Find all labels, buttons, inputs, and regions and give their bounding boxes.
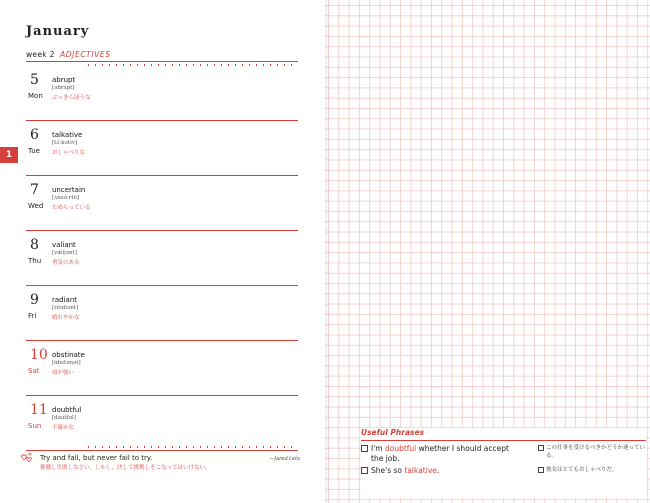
day-weekday: Thu — [28, 257, 42, 265]
day-entry-thu[interactable] — [26, 231, 298, 286]
vocab-meaning: 勇気のある — [52, 260, 80, 266]
day-date: 9 — [30, 292, 39, 308]
day-entry-tue[interactable] — [26, 121, 298, 176]
quote-author: —Jared Leto — [269, 456, 300, 462]
day-entry-sat[interactable] — [26, 341, 298, 396]
quote-text: Try and fail, but never fail to try. — [40, 454, 153, 462]
phrase-post: whether I should accept the job. — [371, 444, 509, 463]
phrase-english — [371, 444, 521, 464]
quote-section — [20, 450, 300, 480]
day-date: 10 — [30, 347, 48, 363]
vocab-pronunciation: [dáutfəl] — [52, 415, 76, 421]
phrase-pre: She's so — [371, 466, 405, 475]
translation-checkbox[interactable] — [538, 445, 544, 451]
vocab-meaning: 不確かな — [52, 425, 75, 431]
vocab-meaning: ためらっている — [52, 205, 91, 211]
vocab-pronunciation: [réidiənt] — [52, 305, 79, 311]
vocab-pronunciation: [vǽljənt] — [52, 250, 78, 256]
bottom-tick-marks — [88, 446, 298, 448]
useful-phrases-rule — [361, 440, 646, 441]
vocab-word: abrupt — [52, 76, 76, 84]
vocab-meaning: 晴れやかな — [52, 315, 80, 321]
day-date: 5 — [30, 72, 39, 88]
quote-translation: 挑戦し失敗しなさい。しかし、決して挑戦しそこなってはいけない。 — [40, 465, 211, 471]
day-weekday: Sat — [28, 367, 40, 375]
phrase-highlight: talkative — [404, 466, 437, 475]
phrase-japanese: この仕事を受けるべきかどうか迷っている。 — [546, 445, 646, 459]
useful-phrases-title: Useful Phrases — [361, 428, 425, 437]
phrase-english — [371, 466, 521, 476]
day-weekday: Fri — [28, 312, 37, 320]
vocab-word: valiant — [52, 241, 76, 249]
month-index-tab[interactable]: 1 — [0, 147, 18, 163]
phrase-checkbox[interactable] — [361, 467, 368, 474]
day-date: 6 — [30, 127, 39, 143]
day-date: 7 — [30, 182, 39, 198]
day-entry-wed[interactable] — [26, 176, 298, 231]
vocab-pronunciation: [tɔ́ːkətiv] — [52, 140, 78, 146]
phrase-checkbox[interactable] — [361, 445, 368, 452]
vocab-word: talkative — [52, 131, 83, 139]
vocab-word: radiant — [52, 296, 78, 304]
day-weekday: Tue — [28, 147, 40, 155]
vocab-word: obstinate — [52, 351, 85, 359]
week-header-rule — [26, 61, 298, 62]
vocab-word: uncertain — [52, 186, 86, 194]
vocab-meaning: おしゃべりな — [52, 150, 86, 156]
vocab-pronunciation: [ɑ́bstənət] — [52, 360, 81, 366]
vocab-word: doubtful — [52, 406, 82, 414]
vocab-meaning: ぶっきらぼうな — [52, 95, 91, 101]
phrase-japanese: 彼女はとてもおしゃべりだ。 — [546, 467, 618, 473]
day-weekday: Mon — [28, 92, 43, 100]
translation-checkbox[interactable] — [538, 467, 544, 473]
hearts-icon — [20, 450, 34, 464]
week-number-label: week 2 — [26, 50, 55, 59]
week-header — [26, 50, 111, 59]
phrase-highlight: doubtful — [384, 444, 417, 453]
month-title: January — [26, 24, 90, 39]
day-weekday: Wed — [28, 202, 44, 210]
day-date: 11 — [30, 402, 48, 418]
vocab-pronunciation: [əbrʌ́pt] — [52, 85, 75, 91]
phrase-pre: I'm — [371, 444, 385, 453]
day-weekday: Sun — [28, 422, 42, 430]
vocab-pronunciation: [ʌnsə́ːrtn] — [52, 195, 80, 201]
right-page-grid[interactable] — [325, 0, 650, 503]
day-entry-fri[interactable] — [26, 286, 298, 341]
useful-phrases-section — [361, 428, 646, 498]
day-date: 8 — [30, 237, 39, 253]
phrase-post: . — [436, 466, 440, 475]
day-entry-sun[interactable] — [26, 396, 298, 451]
word-category-label: ADJECTIVES — [60, 50, 111, 59]
vocab-meaning: 頑が強い — [52, 370, 75, 376]
day-entry-mon[interactable] — [26, 66, 298, 121]
